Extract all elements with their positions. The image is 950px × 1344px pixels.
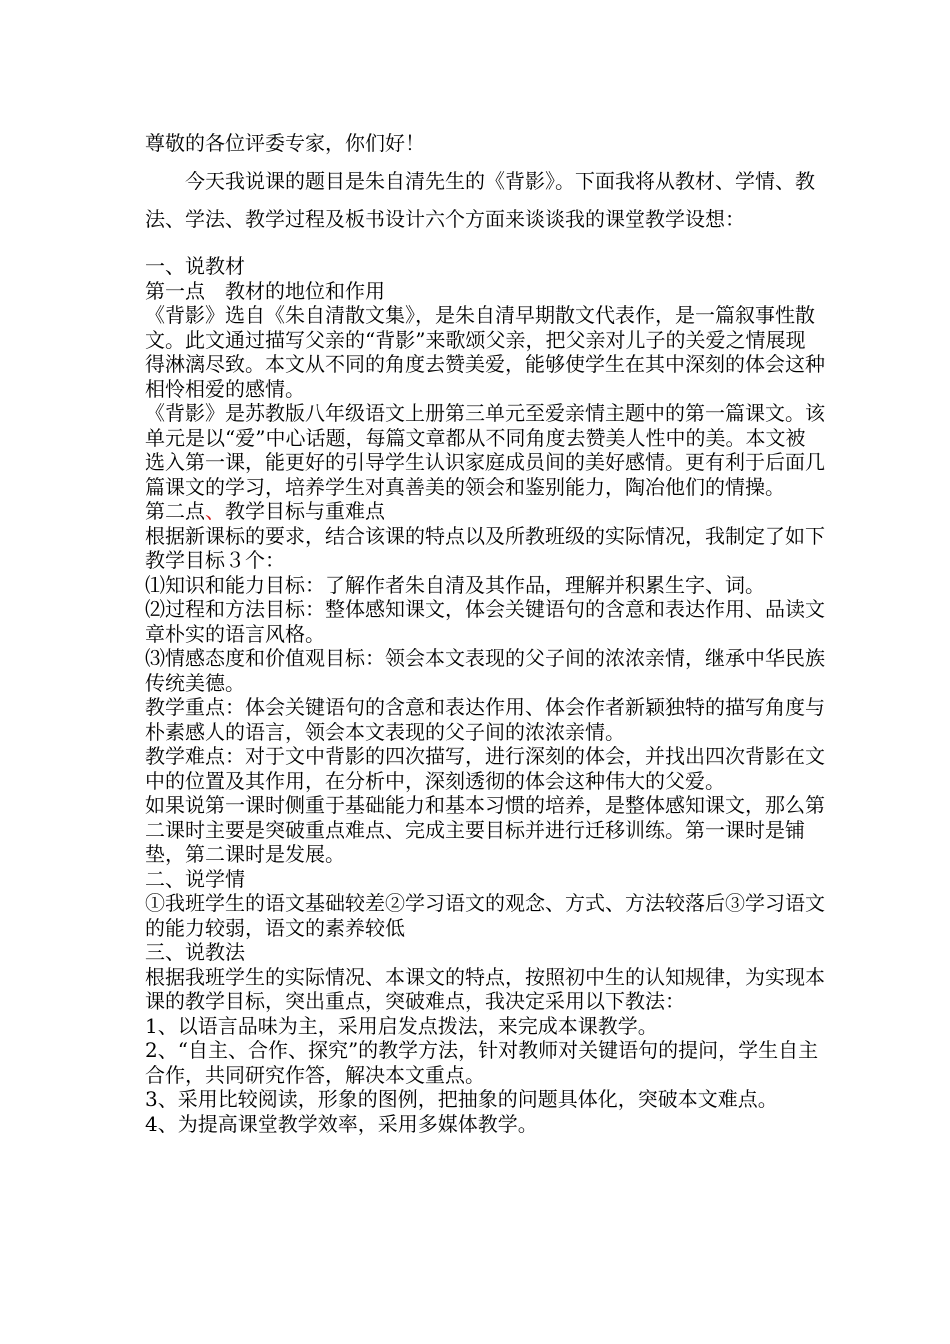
intro-paragraph: 今天我说课的题目是朱自清先生的《背影》。下面我将从教材、学情、教法、学法、教学过程及板书设计六个方面来谈谈我的课堂教学设想： [145, 169, 815, 231]
point2-paragraph-1: 根据新课标的要求，结合该课的特点以及所教班级的实际情况，我制定了如下教学目标３个： [145, 523, 825, 572]
point2-title-rest: 教学目标与重难点 [225, 499, 385, 523]
key-point: 教学重点：体会关键语句的含意和表达作用、体会作者新颖独特的描写角度与朴素感人的语言，领会本文表现的父子间的浓浓亲情。 [145, 695, 825, 744]
goal-3: ⑶情感态度和价值观目标：领会本文表现的父子间的浓浓亲情，继承中华民族传统美德。 [145, 646, 825, 695]
point2-title-prefix: 第二点 [145, 499, 205, 523]
goal-2: ⑵过程和方法目标：整体感知课文，体会关键语句的含意和表达作用、品读文章朴实的语言风格。 [145, 597, 825, 646]
lesson-plan: 如果说第一课时侧重于基础能力和基本习惯的培养，是整体感知课文，那么第二课时主要是突破重点难点、完成主要目标并进行迁移训练。第一课时是铺垫，第二课时是发展。 [145, 793, 825, 866]
document-text [145, 124, 825, 1136]
method-item-1: 1、以语言品味为主，采用启发点拨法，来完成本课教学。 [145, 1013, 658, 1038]
intro-block [145, 124, 825, 238]
point1-paragraph-2: 《背影》是苏教版八年级语文上册第三单元至爱亲情主题中的第一篇课文。该单元是以“爱”中心话题，每篇文章都从不同角度去赞美人性中的美。本文被选入第一课，能更好的引导学生认识家庭成员间的美好感情。更有利于后面几篇课文的学习，培养学生对真善美的领会和鉴别能力，陶冶他们的情操。 [145, 401, 825, 499]
method-item-3: 3、采用比较阅读，形象的图例，把抽象的问题具体化，突破本文难点。 [145, 1087, 778, 1111]
section1-title: 一、说教材 [145, 254, 245, 278]
point2-title [145, 499, 825, 524]
greeting: 尊敬的各位评委专家，你们好！ [145, 131, 425, 155]
point2-title-mark: 、 [205, 499, 225, 523]
goal-1: ⑴知识和能力目标：了解作者朱自清及其作品，理解并积累生字、词。 [145, 572, 765, 597]
section3-title: 三、说教法 [145, 940, 245, 964]
point1-title: 第一点 教材的地位和作用 [145, 278, 385, 303]
difficulty: 教学难点：对于文中背影的四次描写，进行深刻的体会，并找出四次背影在文中的位置及其作用，在分析中，深刻透彻的体会这种伟大的父爱。 [145, 744, 825, 793]
section3-paragraph: 根据我班学生的实际情况、本课文的特点，按照初中生的认知规律，为实现本课的教学目标，突出重点，突破难点，我决定采用以下教法： [145, 964, 825, 1013]
section2-paragraph: ①我班学生的语文基础较差②学习语文的观念、方式、方法较落后③学习语文的能力较弱，语文的素养较低 [145, 891, 825, 940]
point1-paragraph-1: 《背影》选自《朱自清散文集》，是朱自清早期散文代表作，是一篇叙事性散文。此文通过描写父亲的“背影”来歌颂父亲，把父亲对儿子的关爱之情展现得淋漓尽致。本文从不同的角度去赞美爱，能够使学生在其中深刻的体会这种相怜相爱的感情。 [145, 303, 825, 401]
body-block [145, 254, 825, 1136]
method-item-4: 4、为提高课堂教学效率，采用多媒体教学。 [145, 1111, 538, 1136]
method-item-2: 2、“自主、合作、探究”的教学方法，针对教师对关键语句的提问，学生自主合作，共同研究作答，解决本文重点。 [145, 1038, 819, 1087]
section2-title: 二、说学情 [145, 866, 245, 891]
